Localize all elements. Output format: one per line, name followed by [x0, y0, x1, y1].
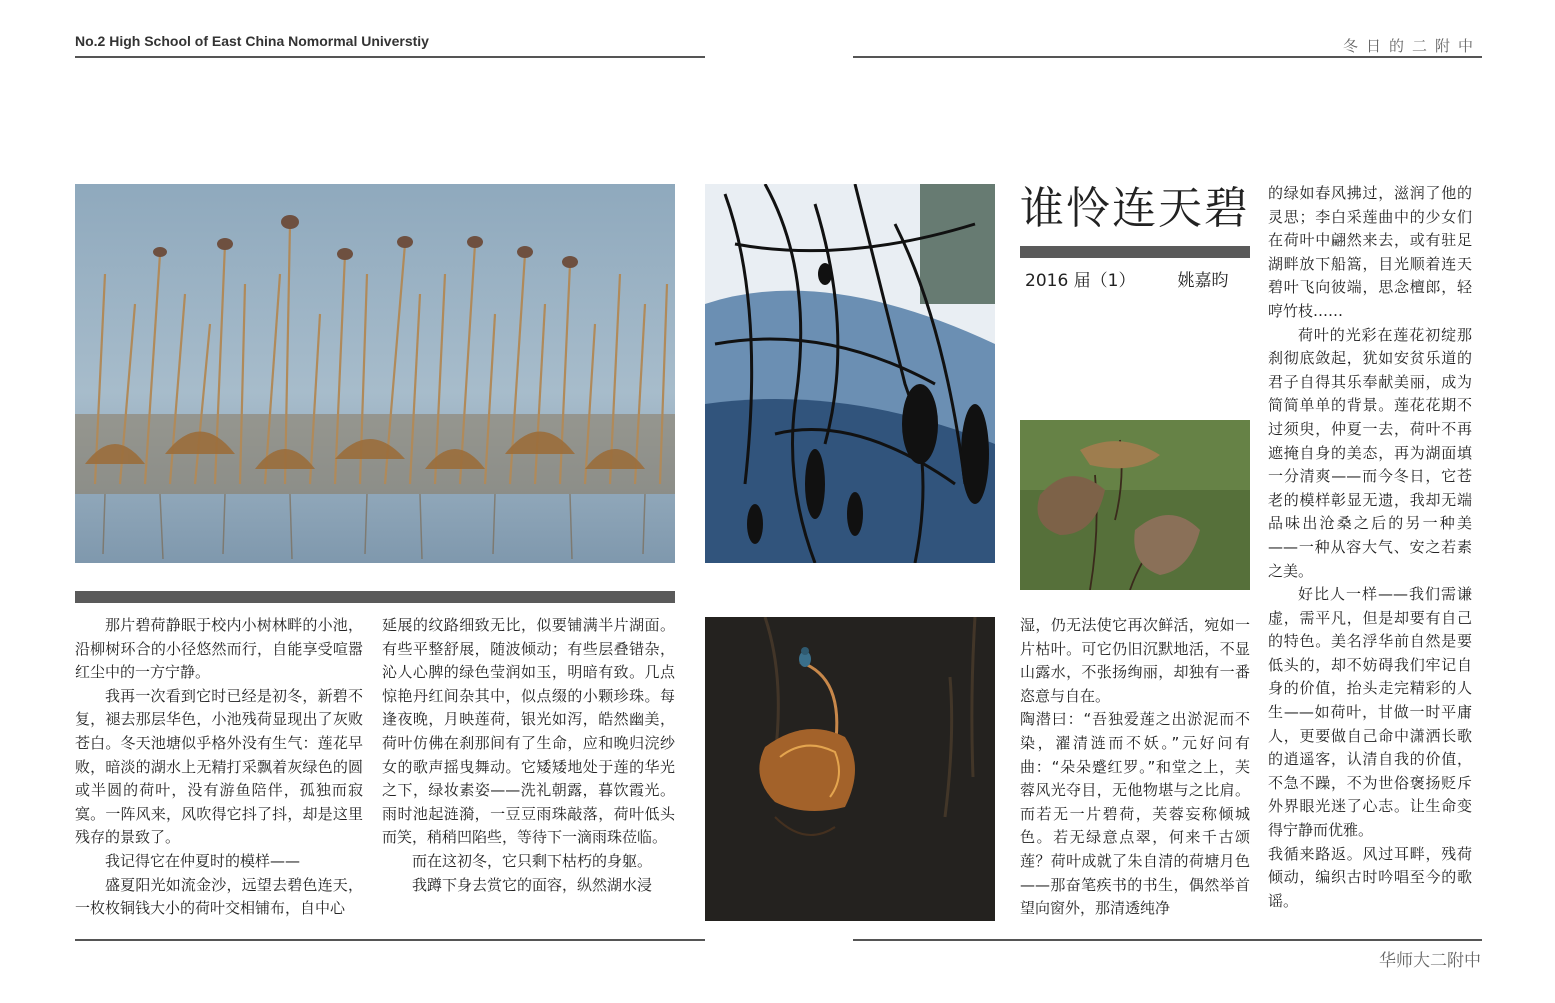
paragraph: 湿，仍无法使它再次鲜活，宛如一片枯叶。可它仍旧沉默地活，不显山露水，不张扬绚丽，却独有一番恣意与自在。: [1020, 616, 1250, 705]
photo-lotus-silhouette-reflection: [705, 184, 995, 563]
paragraph: 盛夏阳光如流金沙，远望去碧色连天，一枚枚铜钱大小的荷叶交相铺布，自中心: [75, 875, 363, 918]
paragraph: 好比人一样——我们需谦虚，需平凡，但是却要有自己的特色。美名浮华前自然是要低头的，却不妨碍我们牢记自身的价值，抬头走完精彩的人生——如荷叶，甘做一时平庸人，更要做自己命中潇洒长歌的逍遥客，认清自我的价值，不急不躁，不为世俗褒扬贬斥外界眼光迷了心志。让生命变得宁静而优雅。: [1268, 585, 1472, 840]
paragraph: 陶潜曰：“吾独爱莲之出淤泥而不染，濯清涟而不妖。”元好问有曲：“朵朵蹙红罗。”和堂之上，芙蓉风光夺目，无他物堪与之比肩。而若无一片碧荷，芙蓉妄称倾城色。若无绿意点翠，何来千古颂莲？荷叶成就了朱自清的荷塘月色——那奋笔疾书的书生，偶然举首望向窗外，那清透纯净: [1020, 710, 1250, 918]
footer-rule-left: [75, 939, 705, 941]
photo-withered-leaves-green: [1020, 420, 1250, 590]
text-column-3: [1020, 614, 1250, 921]
footer-school-name: 华师大二附中: [1379, 951, 1481, 971]
paragraph: 而在这初冬，它只剩下枯朽的身躯。: [412, 851, 653, 870]
header-rule-right: [853, 56, 1482, 58]
paragraph: 荷叶的光彩在莲花初绽那刹彻底敛起，犹如安贫乐道的君子自得其乐奉献美丽，成为简简单单的背景。莲花花期不过须臾，仲夏一去，荷叶不再遮掩自身的美态，再为湖面填一分清爽——而今冬日，它苍老的模样彰显无遗，我却无端品味出沧桑之后的另一种美——一种从容大气、安之若素之美。: [1268, 325, 1472, 580]
photo-withered-lotus-pond: [75, 184, 675, 563]
footer-rule-right: [853, 939, 1482, 941]
paragraph: 我蹲下身去赏它的面容，纵然湖水浸: [412, 875, 653, 894]
photo-bird-on-lotus-night: [705, 617, 995, 921]
text-column-4: [1268, 182, 1472, 913]
text-column-2: [382, 614, 675, 897]
school-name-english: No.2 High School of East China Nomormal Universtiy: [75, 33, 429, 49]
header-rule-left: [75, 56, 705, 58]
paragraph: 延展的纹路细致无比，似要铺满半片湖面。有些平整舒展，随波倾动；有些层叠错杂，沁人心脾的绿色莹润如玉，明暗有致。几点惊艳丹红间杂其中，似点缀的小颗珍珠。每逢夜晚，月映莲荷，银光如泻，皓然幽美，荷叶仿佛在刹那间有了生命，应和晚归浣纱女的歌声摇曳舞动。它矮矮地处于莲的华光之下，绿妆素姿——洗礼朝露，暮饮霞光。雨时池起涟漪，一豆豆雨珠敲落，荷叶低头而笑，稍稍凹陷些，等待下一滴雨珠莅临。: [382, 616, 675, 847]
paragraph: 我再一次看到它时已经是初冬，新碧不复，褪去那层华色，小池残荷显现出了灰败苍白。冬天池塘似乎格外没有生气：莲花早败，暗淡的湖水上无精打采飘着灰绿色的圆或半圆的荷叶，没有游鱼陪伴，孤独而寂寞。一阵风来，风吹得它抖了抖，却是这里残存的景致了。: [75, 686, 363, 847]
text-column-1: [75, 614, 363, 921]
series-title: 冬日的二附中: [1342, 37, 1481, 55]
title-underline-bar: [1020, 246, 1250, 258]
body-top-bar: [75, 591, 675, 603]
byline: [1025, 266, 1228, 291]
class-label: 2016 届（1）: [1025, 271, 1136, 291]
paragraph: 的绿如春风拂过，滋润了他的灵思；李白采莲曲中的少女们在荷叶中翩然来去，或有驻足湖畔放下船篙，目光顺着连天碧叶飞向彼端，思念檀郎，轻哼竹枝……: [1268, 184, 1472, 320]
paragraph: 我循来路返。风过耳畔，残荷倾动，编织古时吟唱至今的歌谣。: [1268, 844, 1472, 910]
paragraph: 那片碧荷静眠于校内小树林畔的小池，沿柳树环合的小径悠然而行，自能享受喧嚣红尘中的一方宁静。: [75, 616, 363, 682]
author-name: 姚嘉昀: [1177, 271, 1229, 291]
paragraph: 我记得它在仲夏时的模样——: [105, 851, 301, 870]
article-title: 谁怜连天碧: [1020, 183, 1250, 234]
